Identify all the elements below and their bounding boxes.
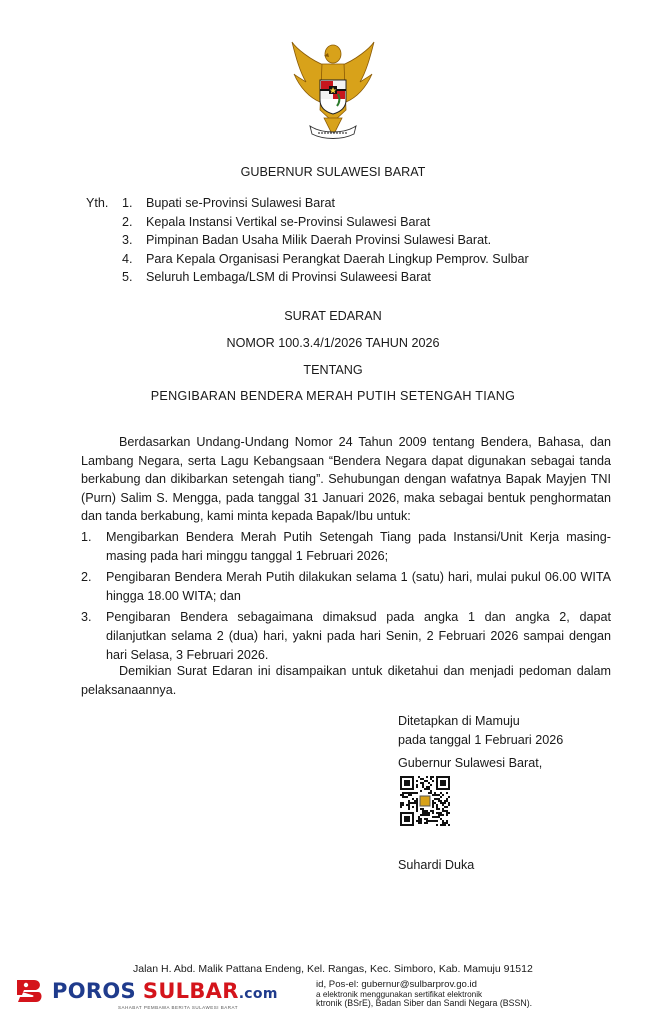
document-type: SURAT EDARAN (284, 309, 382, 323)
footer-certificate-note: a elektronik menggunakan sertifikat elektronik (316, 990, 483, 999)
closing-paragraph: Demikian Surat Edaran ini disampaikan untuk diketahui dan menjadi pedoman dalam pelaksanaannya. (81, 664, 611, 697)
recipient-item: 4. Para Kepala Organisasi Perangkat Daerah Lingkup Pemprov. Sulbar (122, 251, 529, 266)
instruction-list (81, 528, 611, 667)
brand-domain: .com (238, 986, 278, 1002)
brand-sulbar: SULBAR (142, 979, 239, 1003)
brand-poros: POROS (52, 979, 136, 1003)
footer-contact: id, Pos-el: gubernur@sulbarprov.go.id (316, 979, 478, 990)
signature-position: Gubernur Sulawesi Barat, (398, 756, 543, 771)
signature-block (398, 712, 563, 773)
signatory-name: Suhardi Duka (398, 858, 475, 872)
recipient-item: 2. Kepala Instansi Vertikal se-Provinsi Sulawesi Barat (122, 214, 431, 229)
recipient-item: 3. Pimpinan Badan Usaha Milik Daerah Provinsi Sulawesi Barat. (122, 233, 492, 247)
brand-tagline: SAHABAT PEMBAWA BERITA SULAWESI BARAT (118, 1005, 238, 1010)
footer-bssn-note: ktronik (BSrE), Badan Siber dan Sandi Negara (BSSN). (316, 998, 533, 1008)
recipient-list (86, 194, 529, 287)
signature-date: pada tanggal 1 Februari 2026 (398, 732, 564, 747)
instruction-item: 3. Pengibaran Bendera sebagaimana dimaksud pada angka 1 dan angka 2, dapat dilanjutkan selama 2 (dua) hari, yakni pada hari Senin, 2 Februari 2026 sampai dengan hari Selasa, 3 Februari 2026. (81, 610, 611, 662)
footer-address: Jalan H. Abd. Malik Pattana Endeng, Kel. Rangas, Kec. Simboro, Kab. Mamuju 91512 (133, 963, 533, 975)
qr-code-icon (400, 776, 450, 826)
document-subject: PENGIBARAN BENDERA MERAH PUTIH SETENGAH TIANG (150, 389, 516, 403)
signature-place: Ditetapkan di Mamuju (398, 714, 520, 728)
yth-label: Yth. (86, 196, 109, 210)
recipient-item: Yth. 1. Bupati se-Provinsi Sulawesi Barat (86, 194, 529, 213)
about-label: TENTANG (303, 363, 363, 377)
poros-sulbar-logo-icon (14, 978, 44, 1004)
recipient-item: 5. Seluruh Lembaga/LSM di Provinsi Sulaweesi Barat (122, 270, 431, 284)
garuda-emblem-icon (290, 38, 376, 148)
poros-sulbar-watermark (14, 978, 278, 1004)
intro-paragraph: Berdasarkan Undang-Undang Nomor 24 Tahun 2009 tentang Bendera, Bahasa, dan Lambang Negara, serta Lagu Kebangsaan “Bendera Negara dapat digunakan sebagai tanda berkabung dan dikibarkan setengah tiang”. Sehubungan dengan wafatnya Bapak Mayjen TNI (Purn) Salim S. Mengga, pada tanggal 31 Januari 2026, maka sebagai bentuk penghormatan dan tanda berkabung, kami minta kepada Bapak/Ibu untuk: (81, 435, 611, 524)
instruction-item: 1. Mengibarkan Bendera Merah Putih Setengah Tiang pada Instansi/Unit Kerja masing-masing pada hari minggu tanggal 1 Februari 2026; (81, 530, 611, 563)
document-number: NOMOR 100.3.4/1/2026 TAHUN 2026 (226, 336, 440, 350)
letterhead-title: GUBERNUR SULAWESI BARAT (240, 165, 426, 179)
instruction-item: 2. Pengibaran Bendera Merah Putih dilakukan selama 1 (satu) hari, mulai pukul 06.00 WITA hingga 18.00 WITA; dan (81, 570, 611, 603)
